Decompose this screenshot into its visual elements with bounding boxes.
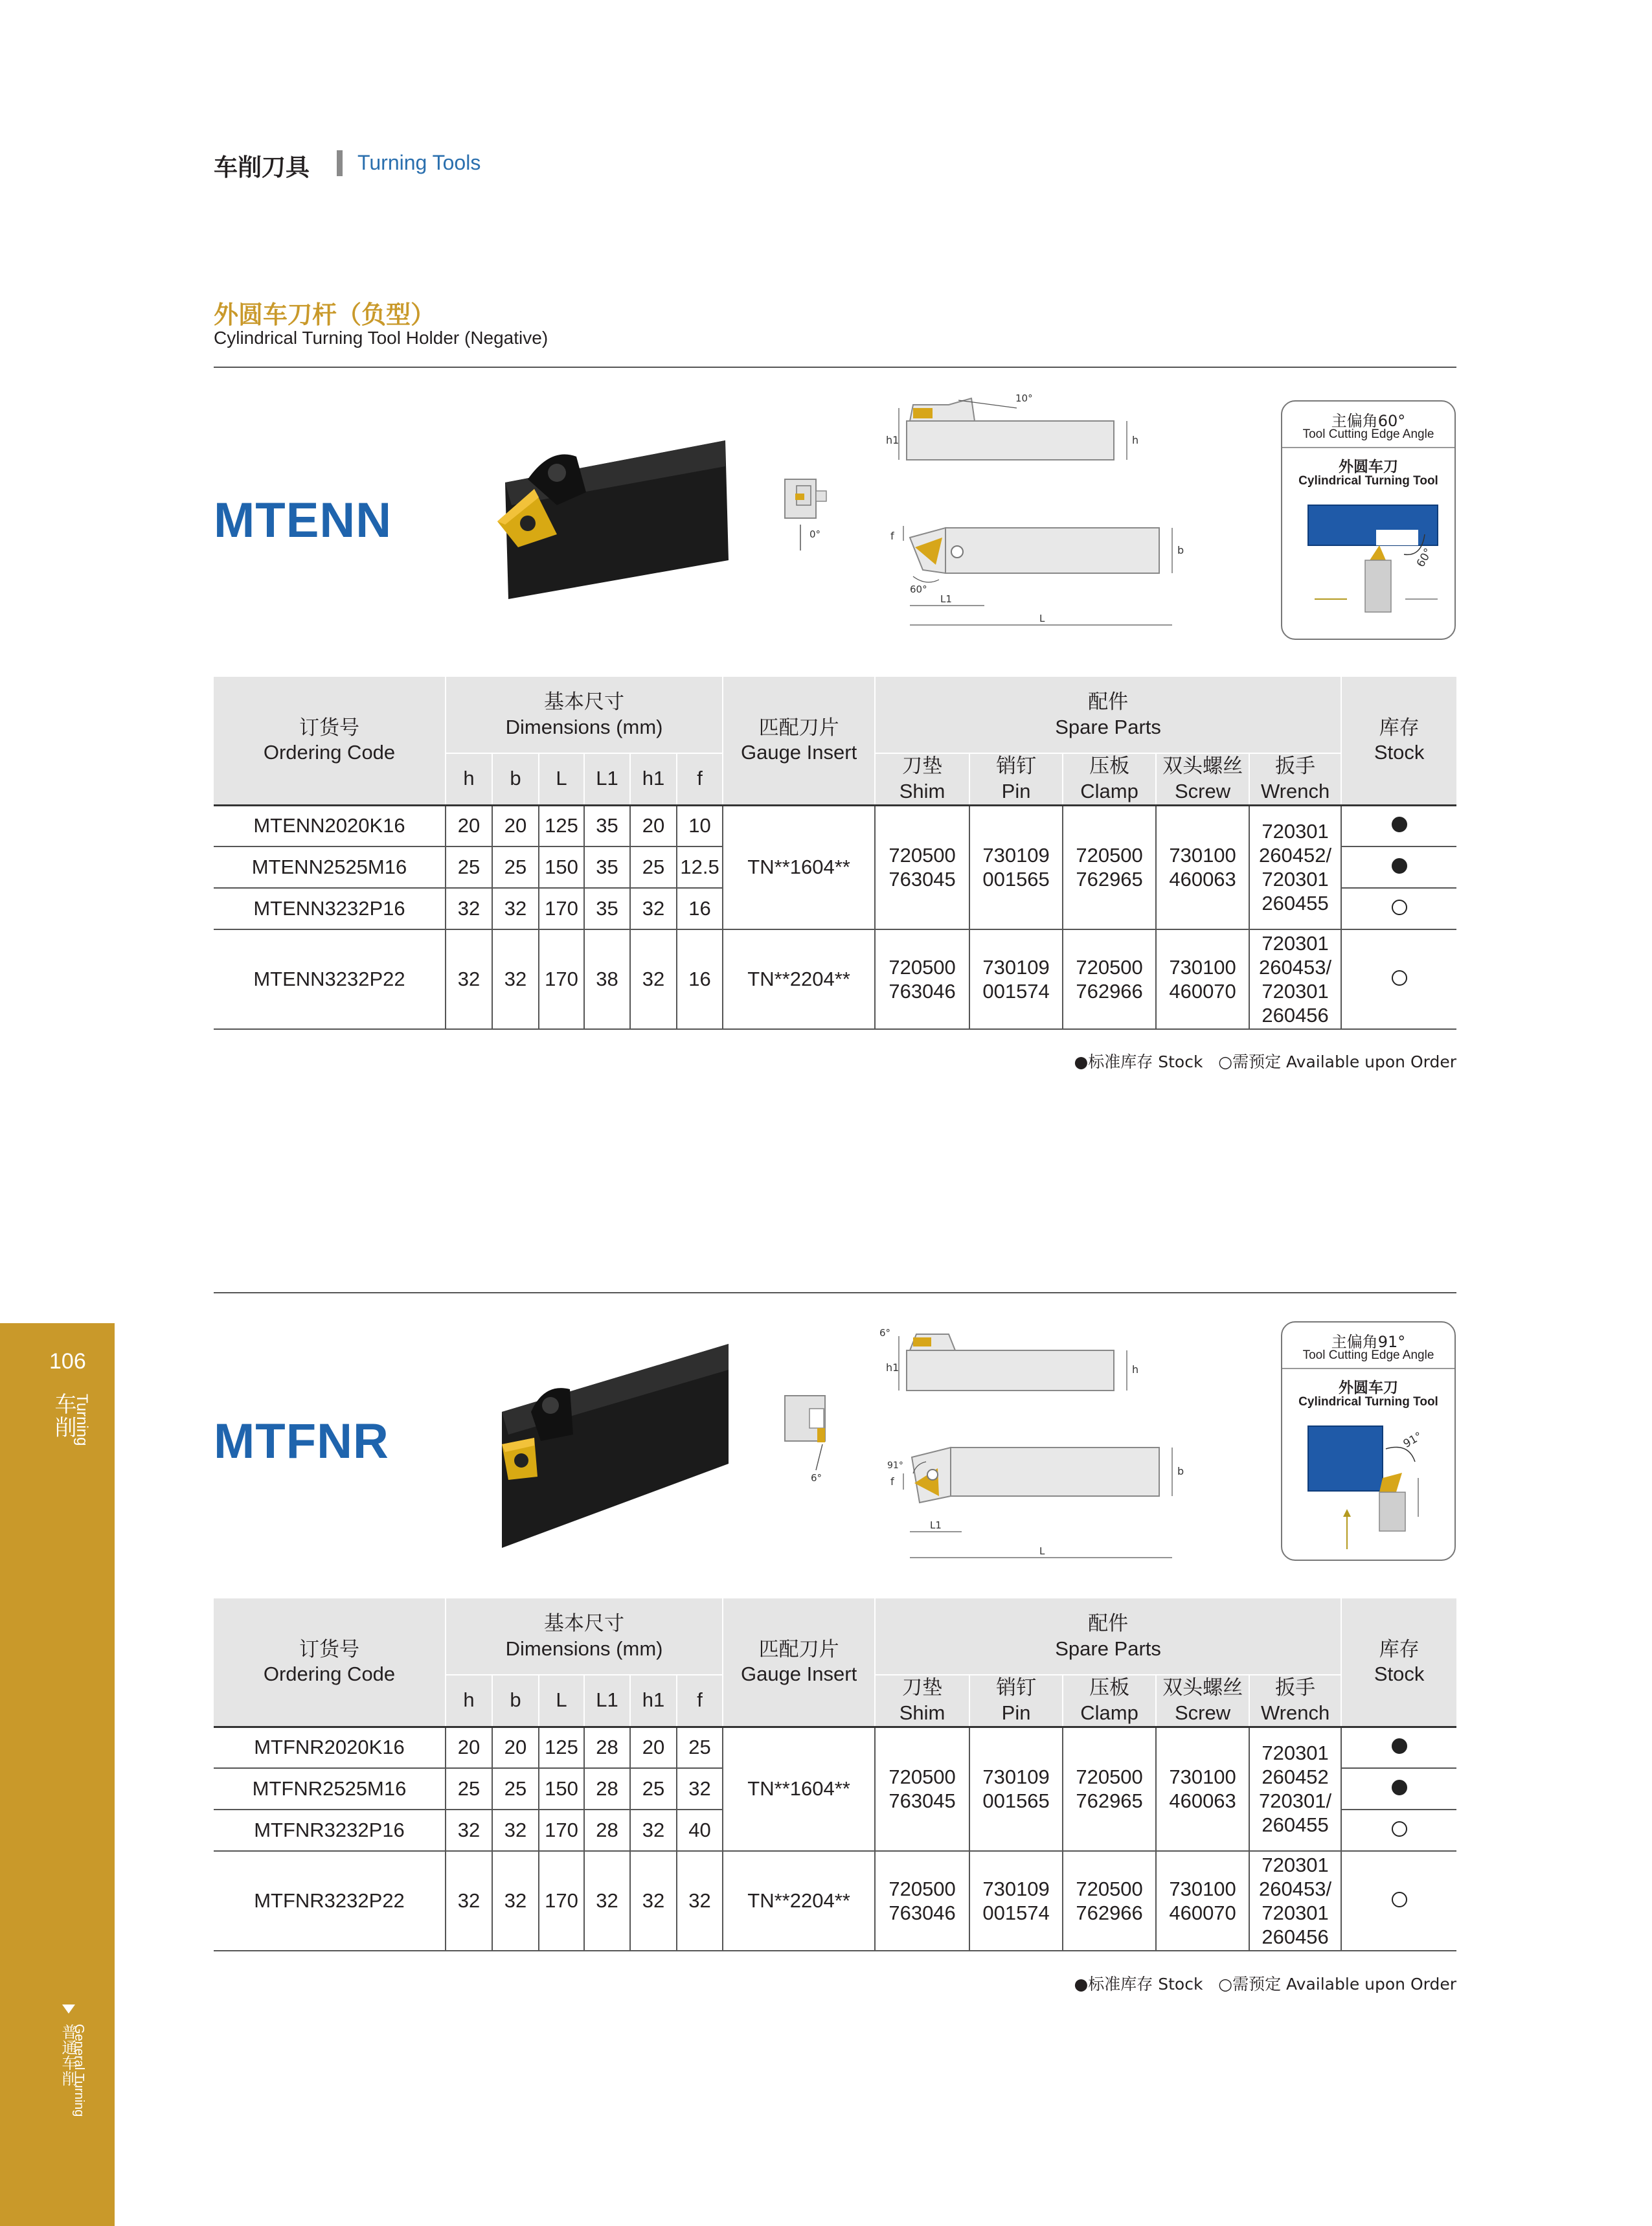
ordering-code-cell: MTFNR2525M16 xyxy=(214,1768,446,1810)
shim-cell: 720500 763046 xyxy=(875,929,969,1029)
b-label: b xyxy=(1177,1465,1184,1477)
side-category-cn: 车削 xyxy=(51,1392,76,1439)
dim-cell-h1: 20 xyxy=(630,805,677,846)
cutting-angle-label: 60° xyxy=(1414,546,1436,570)
ordering-code-cell: MTENN2525M16 xyxy=(214,846,446,888)
insert-header: 匹配刀片 Gauge Insert xyxy=(723,677,875,805)
legend-order: ○需预定 Available upon Order xyxy=(1218,1975,1456,1993)
stock-legend xyxy=(1074,1049,1456,1073)
dim-header-b: b xyxy=(492,1675,539,1727)
section-rule xyxy=(214,367,1456,368)
stock-filled-circle-icon xyxy=(1392,858,1407,874)
screw-cell: 730100 460070 xyxy=(1156,1851,1249,1951)
dim-cell-b: 32 xyxy=(492,929,539,1029)
stock-cell xyxy=(1341,846,1456,888)
dim-cell-l1: 32 xyxy=(584,1851,630,1951)
dim-cell-b: 32 xyxy=(492,1810,539,1851)
spec-table xyxy=(214,1598,1456,1951)
dim-cell-h: 25 xyxy=(446,1768,492,1810)
model-name: MTFNR xyxy=(214,1414,389,1469)
pin-header: 销钉 Pin xyxy=(969,1675,1063,1727)
ordering-code-header: 订货号 Ordering Code xyxy=(214,677,446,805)
l1-label: L1 xyxy=(930,1519,942,1531)
wrench-header: 扳手 Wrench xyxy=(1249,1675,1341,1727)
pin-cell: 730109 001565 xyxy=(969,1727,1063,1851)
ordering-code-cell: MTENN3232P16 xyxy=(214,888,446,929)
dim-cell-l1: 28 xyxy=(584,1810,630,1851)
dim-header-h: h xyxy=(446,1675,492,1727)
angle-info-box xyxy=(1281,400,1456,640)
stock-cell xyxy=(1341,1727,1456,1768)
l-label: L xyxy=(1039,613,1045,624)
tool-type-cn: 外圆车刀 xyxy=(1339,459,1398,475)
dim-cell-l1: 35 xyxy=(584,805,630,846)
l1-label: L1 xyxy=(940,593,952,605)
dim-cell-l: 125 xyxy=(539,805,584,846)
stock-cell xyxy=(1341,1810,1456,1851)
ordering-code-cell: MTENN3232P22 xyxy=(214,929,446,1029)
technical-drawing xyxy=(784,1318,1224,1577)
wrench-header: 扳手 Wrench xyxy=(1249,753,1341,805)
angle-info-box xyxy=(1281,1321,1456,1561)
dim-cell-h1: 32 xyxy=(630,1810,677,1851)
dim-cell-h: 32 xyxy=(446,1810,492,1851)
insert-cell: TN**1604** xyxy=(723,1727,875,1851)
dim-cell-l: 170 xyxy=(539,929,584,1029)
dim-cell-f: 12.5 xyxy=(677,846,723,888)
ordering-code-cell: MTFNR3232P22 xyxy=(214,1851,446,1951)
pin-cell: 730109 001574 xyxy=(969,929,1063,1029)
plan-angle-label: 91° xyxy=(887,1460,903,1471)
tool-holder-photo xyxy=(479,421,732,602)
side-tab xyxy=(0,1323,115,2226)
dim-cell-l: 150 xyxy=(539,846,584,888)
section-title-en: Cylindrical Turning Tool Holder (Negative) xyxy=(214,328,549,348)
wrench-cell: 720301 260453/ 720301 260456 xyxy=(1249,929,1341,1029)
cutting-angle-diagram xyxy=(1282,402,1456,640)
stock-filled-circle-icon xyxy=(1392,817,1407,832)
pin-cell: 730109 001574 xyxy=(969,1851,1063,1951)
dim-cell-l: 125 xyxy=(539,1727,584,1768)
table-row xyxy=(214,929,1456,1029)
dimensions-header: 基本尺寸 Dimensions (mm) xyxy=(446,1598,723,1675)
page-number: 106 xyxy=(49,1349,86,1374)
dim-header-h1: h1 xyxy=(630,1675,677,1727)
dim-cell-h: 32 xyxy=(446,1851,492,1951)
header-title-cn: 车削刀具 xyxy=(214,153,310,181)
section-rule xyxy=(214,1292,1456,1293)
shim-cell: 720500 763045 xyxy=(875,805,969,929)
wrench-cell: 720301 260453/ 720301 260456 xyxy=(1249,1851,1341,1951)
dim-header-f: f xyxy=(677,753,723,805)
stock-empty-circle-icon xyxy=(1392,970,1407,986)
stock-legend xyxy=(1074,1971,1456,1995)
dimensions-header: 基本尺寸 Dimensions (mm) xyxy=(446,677,723,753)
screw-header: 双头螺丝 Screw xyxy=(1156,753,1249,805)
dim-cell-f: 40 xyxy=(677,1810,723,1851)
side-subcategory-en: General Turning xyxy=(72,2024,86,2117)
dim-cell-l1: 28 xyxy=(584,1727,630,1768)
angle-title-en: Tool Cutting Edge Angle xyxy=(1302,427,1434,441)
legend-stock: ●标准库存 Stock xyxy=(1074,1975,1203,1993)
dim-cell-b: 25 xyxy=(492,846,539,888)
clamp-cell: 720500 762965 xyxy=(1063,1727,1156,1851)
dim-header-h: h xyxy=(446,753,492,805)
stock-empty-circle-icon xyxy=(1392,900,1407,915)
h1-label: h1 xyxy=(886,1361,900,1374)
insert-cell: TN**2204** xyxy=(723,929,875,1029)
clamp-header: 压板 Clamp xyxy=(1063,753,1156,805)
top-angle-label: 6° xyxy=(879,1327,891,1339)
dim-cell-f: 25 xyxy=(677,1727,723,1768)
stock-filled-circle-icon xyxy=(1392,1738,1407,1754)
tool-type-cn: 外圆车刀 xyxy=(1339,1380,1398,1396)
table-row xyxy=(214,1727,1456,1768)
ordering-code-cell: MTFNR2020K16 xyxy=(214,1727,446,1768)
stock-cell xyxy=(1341,1768,1456,1810)
spare-parts-header: 配件 Spare Parts xyxy=(875,677,1341,753)
wrench-cell: 720301 260452 720301/ 260455 xyxy=(1249,1727,1341,1851)
side-angle-label: 6° xyxy=(811,1472,822,1484)
dim-cell-f: 16 xyxy=(677,888,723,929)
clamp-cell: 720500 762965 xyxy=(1063,805,1156,929)
dim-cell-h1: 32 xyxy=(630,929,677,1029)
spare-parts-header: 配件 Spare Parts xyxy=(875,1598,1341,1675)
dim-cell-f: 10 xyxy=(677,805,723,846)
dim-cell-b: 25 xyxy=(492,1768,539,1810)
ordering-code-header: 订货号 Ordering Code xyxy=(214,1598,446,1727)
clamp-cell: 720500 762966 xyxy=(1063,929,1156,1029)
legend-stock: ●标准库存 Stock xyxy=(1074,1052,1203,1071)
section-title-cn: 外圆车刀杆（负型） xyxy=(214,301,436,329)
dim-cell-f: 32 xyxy=(677,1851,723,1951)
tool-type-en: Cylindrical Turning Tool xyxy=(1298,474,1438,488)
side-angle-label: 0° xyxy=(809,528,821,540)
dim-cell-h1: 20 xyxy=(630,1727,677,1768)
l-label: L xyxy=(1039,1545,1045,1557)
dim-cell-h1: 25 xyxy=(630,1768,677,1810)
clamp-cell: 720500 762966 xyxy=(1063,1851,1156,1951)
dim-cell-h1: 32 xyxy=(630,888,677,929)
dim-cell-l1: 35 xyxy=(584,888,630,929)
cutting-angle-diagram xyxy=(1282,1323,1456,1561)
shim-cell: 720500 763045 xyxy=(875,1727,969,1851)
screw-header: 双头螺丝 Screw xyxy=(1156,1675,1249,1727)
dim-cell-l1: 35 xyxy=(584,846,630,888)
f-label: f xyxy=(890,530,894,542)
dim-header-h1: h1 xyxy=(630,753,677,805)
header-divider xyxy=(337,150,343,176)
stock-cell xyxy=(1341,929,1456,1029)
screw-cell: 730100 460070 xyxy=(1156,929,1249,1029)
shim-header: 刀垫 Shim xyxy=(875,753,969,805)
ordering-code-cell: MTFNR3232P16 xyxy=(214,1810,446,1851)
top-angle-label: 10° xyxy=(1015,392,1033,404)
dim-cell-l: 170 xyxy=(539,888,584,929)
tool-type-en: Cylindrical Turning Tool xyxy=(1298,1395,1438,1409)
stock-cell xyxy=(1341,1851,1456,1951)
shim-cell: 720500 763046 xyxy=(875,1851,969,1951)
f-label: f xyxy=(890,1475,894,1488)
dim-cell-f: 16 xyxy=(677,929,723,1029)
dim-cell-l: 170 xyxy=(539,1810,584,1851)
triangle-down-icon xyxy=(62,2005,75,2014)
plan-angle-label: 60° xyxy=(910,584,927,595)
angle-title-en: Tool Cutting Edge Angle xyxy=(1302,1348,1434,1362)
dim-cell-b: 20 xyxy=(492,805,539,846)
b-label: b xyxy=(1177,544,1184,556)
screw-cell: 730100 460063 xyxy=(1156,1727,1249,1851)
screw-cell: 730100 460063 xyxy=(1156,805,1249,929)
stock-header: 库存 Stock xyxy=(1341,1598,1456,1727)
shim-header: 刀垫 Shim xyxy=(875,1675,969,1727)
dim-cell-l1: 38 xyxy=(584,929,630,1029)
dim-cell-h: 32 xyxy=(446,888,492,929)
insert-cell: TN**2204** xyxy=(723,1851,875,1951)
dim-cell-h1: 25 xyxy=(630,846,677,888)
stock-header: 库存 Stock xyxy=(1341,677,1456,805)
stock-cell xyxy=(1341,805,1456,846)
side-category-en: Turning xyxy=(73,1394,91,1446)
angle-title-cn: 主偏角91° xyxy=(1331,1333,1406,1351)
h-label: h xyxy=(1132,434,1139,446)
legend-order: ○需预定 Available upon Order xyxy=(1218,1052,1456,1071)
tool-holder-photo xyxy=(482,1334,732,1554)
insert-header: 匹配刀片 Gauge Insert xyxy=(723,1598,875,1727)
stock-empty-circle-icon xyxy=(1392,1892,1407,1907)
dim-cell-l: 170 xyxy=(539,1851,584,1951)
dim-cell-h: 20 xyxy=(446,805,492,846)
stock-filled-circle-icon xyxy=(1392,1780,1407,1795)
dim-cell-b: 32 xyxy=(492,1851,539,1951)
dim-cell-f: 32 xyxy=(677,1768,723,1810)
angle-title-cn: 主偏角60° xyxy=(1331,412,1406,430)
dim-header-l1: L1 xyxy=(584,753,630,805)
h-label: h xyxy=(1132,1363,1139,1376)
pin-header: 销钉 Pin xyxy=(969,753,1063,805)
dim-header-b: b xyxy=(492,753,539,805)
side-subcategory-cn: 普通车削 xyxy=(59,2024,77,2086)
dim-cell-l1: 28 xyxy=(584,1768,630,1810)
dim-header-l: L xyxy=(539,753,584,805)
model-name: MTENN xyxy=(214,493,392,548)
wrench-cell: 720301 260452/ 720301 260455 xyxy=(1249,805,1341,929)
dim-cell-l: 150 xyxy=(539,1768,584,1810)
h1-label: h1 xyxy=(886,434,900,446)
stock-empty-circle-icon xyxy=(1392,1821,1407,1837)
spec-table xyxy=(214,677,1456,1030)
cutting-angle-label: 91° xyxy=(1401,1429,1425,1451)
header-title-en: Turning Tools xyxy=(357,151,481,174)
insert-cell: TN**1604** xyxy=(723,805,875,929)
table-row xyxy=(214,805,1456,846)
dim-cell-h: 32 xyxy=(446,929,492,1029)
pin-cell: 730109 001565 xyxy=(969,805,1063,929)
dim-cell-h: 20 xyxy=(446,1727,492,1768)
ordering-code-cell: MTENN2020K16 xyxy=(214,805,446,846)
dim-cell-h: 25 xyxy=(446,846,492,888)
dim-header-f: f xyxy=(677,1675,723,1727)
table-row xyxy=(214,1851,1456,1951)
clamp-header: 压板 Clamp xyxy=(1063,1675,1156,1727)
stock-cell xyxy=(1341,888,1456,929)
dim-cell-h1: 32 xyxy=(630,1851,677,1951)
dim-header-l: L xyxy=(539,1675,584,1727)
dim-cell-b: 32 xyxy=(492,888,539,929)
dim-header-l1: L1 xyxy=(584,1675,630,1727)
dim-cell-b: 20 xyxy=(492,1727,539,1768)
technical-drawing xyxy=(784,382,1224,641)
